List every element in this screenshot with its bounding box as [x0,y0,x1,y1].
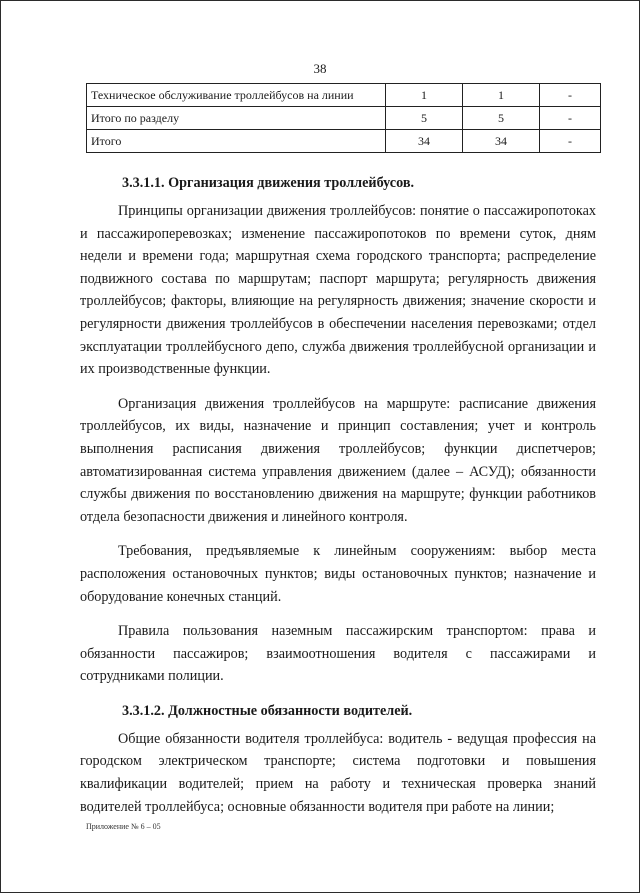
table-row [87,130,601,153]
paragraph: Общие обязанности водителя троллейбуса: водитель - ведущая профессия на городском электрическом транспорте; система подготовки и повышения квалификации водителей; прием на работу и техническая проверка знаний водителей троллейбуса; основные обязанности водителя при работе на линии; [80,730,596,815]
table-cell-value: - [540,130,601,153]
table-cell-name: Техническое обслуживание троллейбусов на линии [87,84,386,107]
document-body [80,172,596,830]
table-cell-value: 1 [463,84,540,107]
hours-table [86,83,601,153]
paragraph: Правила пользования наземным пассажирским транспортом: права и обязанности пассажиров; взаимоотношения водителя с пассажирами и сотрудниками полиции. [80,623,596,685]
table-row [87,84,601,107]
table-cell-value: - [540,84,601,107]
table-cell-value: 1 [386,84,463,107]
paragraph: Принципы организации движения троллейбусов: понятие о пассажиропотоках и пассажироперевозках; изменение пассажиропотоков по времени суток, дням недели и времени года; маршрутная схема городского транспорта; распределение подвижного состава по маршрутам; паспорт маршрута; регулярность движения троллейбусов; факторы, влияющие на регулярность движения; значение скорости и регулярности движения троллейбусов в обеспечении населения перевозками; отдел эксплуатации троллейбусного депо, служба движения троллейбусной организации и их производственные функции. [80,203,596,378]
footer-note: Приложение № 6 – 05 [86,822,161,831]
section-heading: 3.3.1.1. Организация движения троллейбусов. [122,175,415,191]
table-row [87,107,601,130]
section-heading: 3.3.1.2. Должностные обязанности водителей. [122,702,413,719]
paragraph: Организация движения троллейбусов на маршруте: расписание движения троллейбусов, их виды, назначение и принцип составления; учет и контроль выполнения расписания движения троллейбусов; функции диспетчеров; автоматизированная система управления движением (далее – АСУД); обязанности службы движения по восстановлению движения на маршруте; функции работников отдела безопасности движения и линейного контроля. [80,395,596,525]
table-cell-name: Итого по разделу [87,107,386,130]
table-cell-value: 34 [463,130,540,153]
paragraph: Требования, предъявляемые к линейным сооружениям: выбор места расположения остановочных пунктов; виды остановочных пунктов; назначение и оборудование конечных станций. [80,543,596,605]
table-cell-value: - [540,107,601,130]
table-cell-value: 5 [386,107,463,130]
table-cell-value: 5 [463,107,540,130]
table-cell-value: 34 [386,130,463,153]
page-number: 38 [313,61,327,76]
table-cell-name: Итого [87,130,386,153]
